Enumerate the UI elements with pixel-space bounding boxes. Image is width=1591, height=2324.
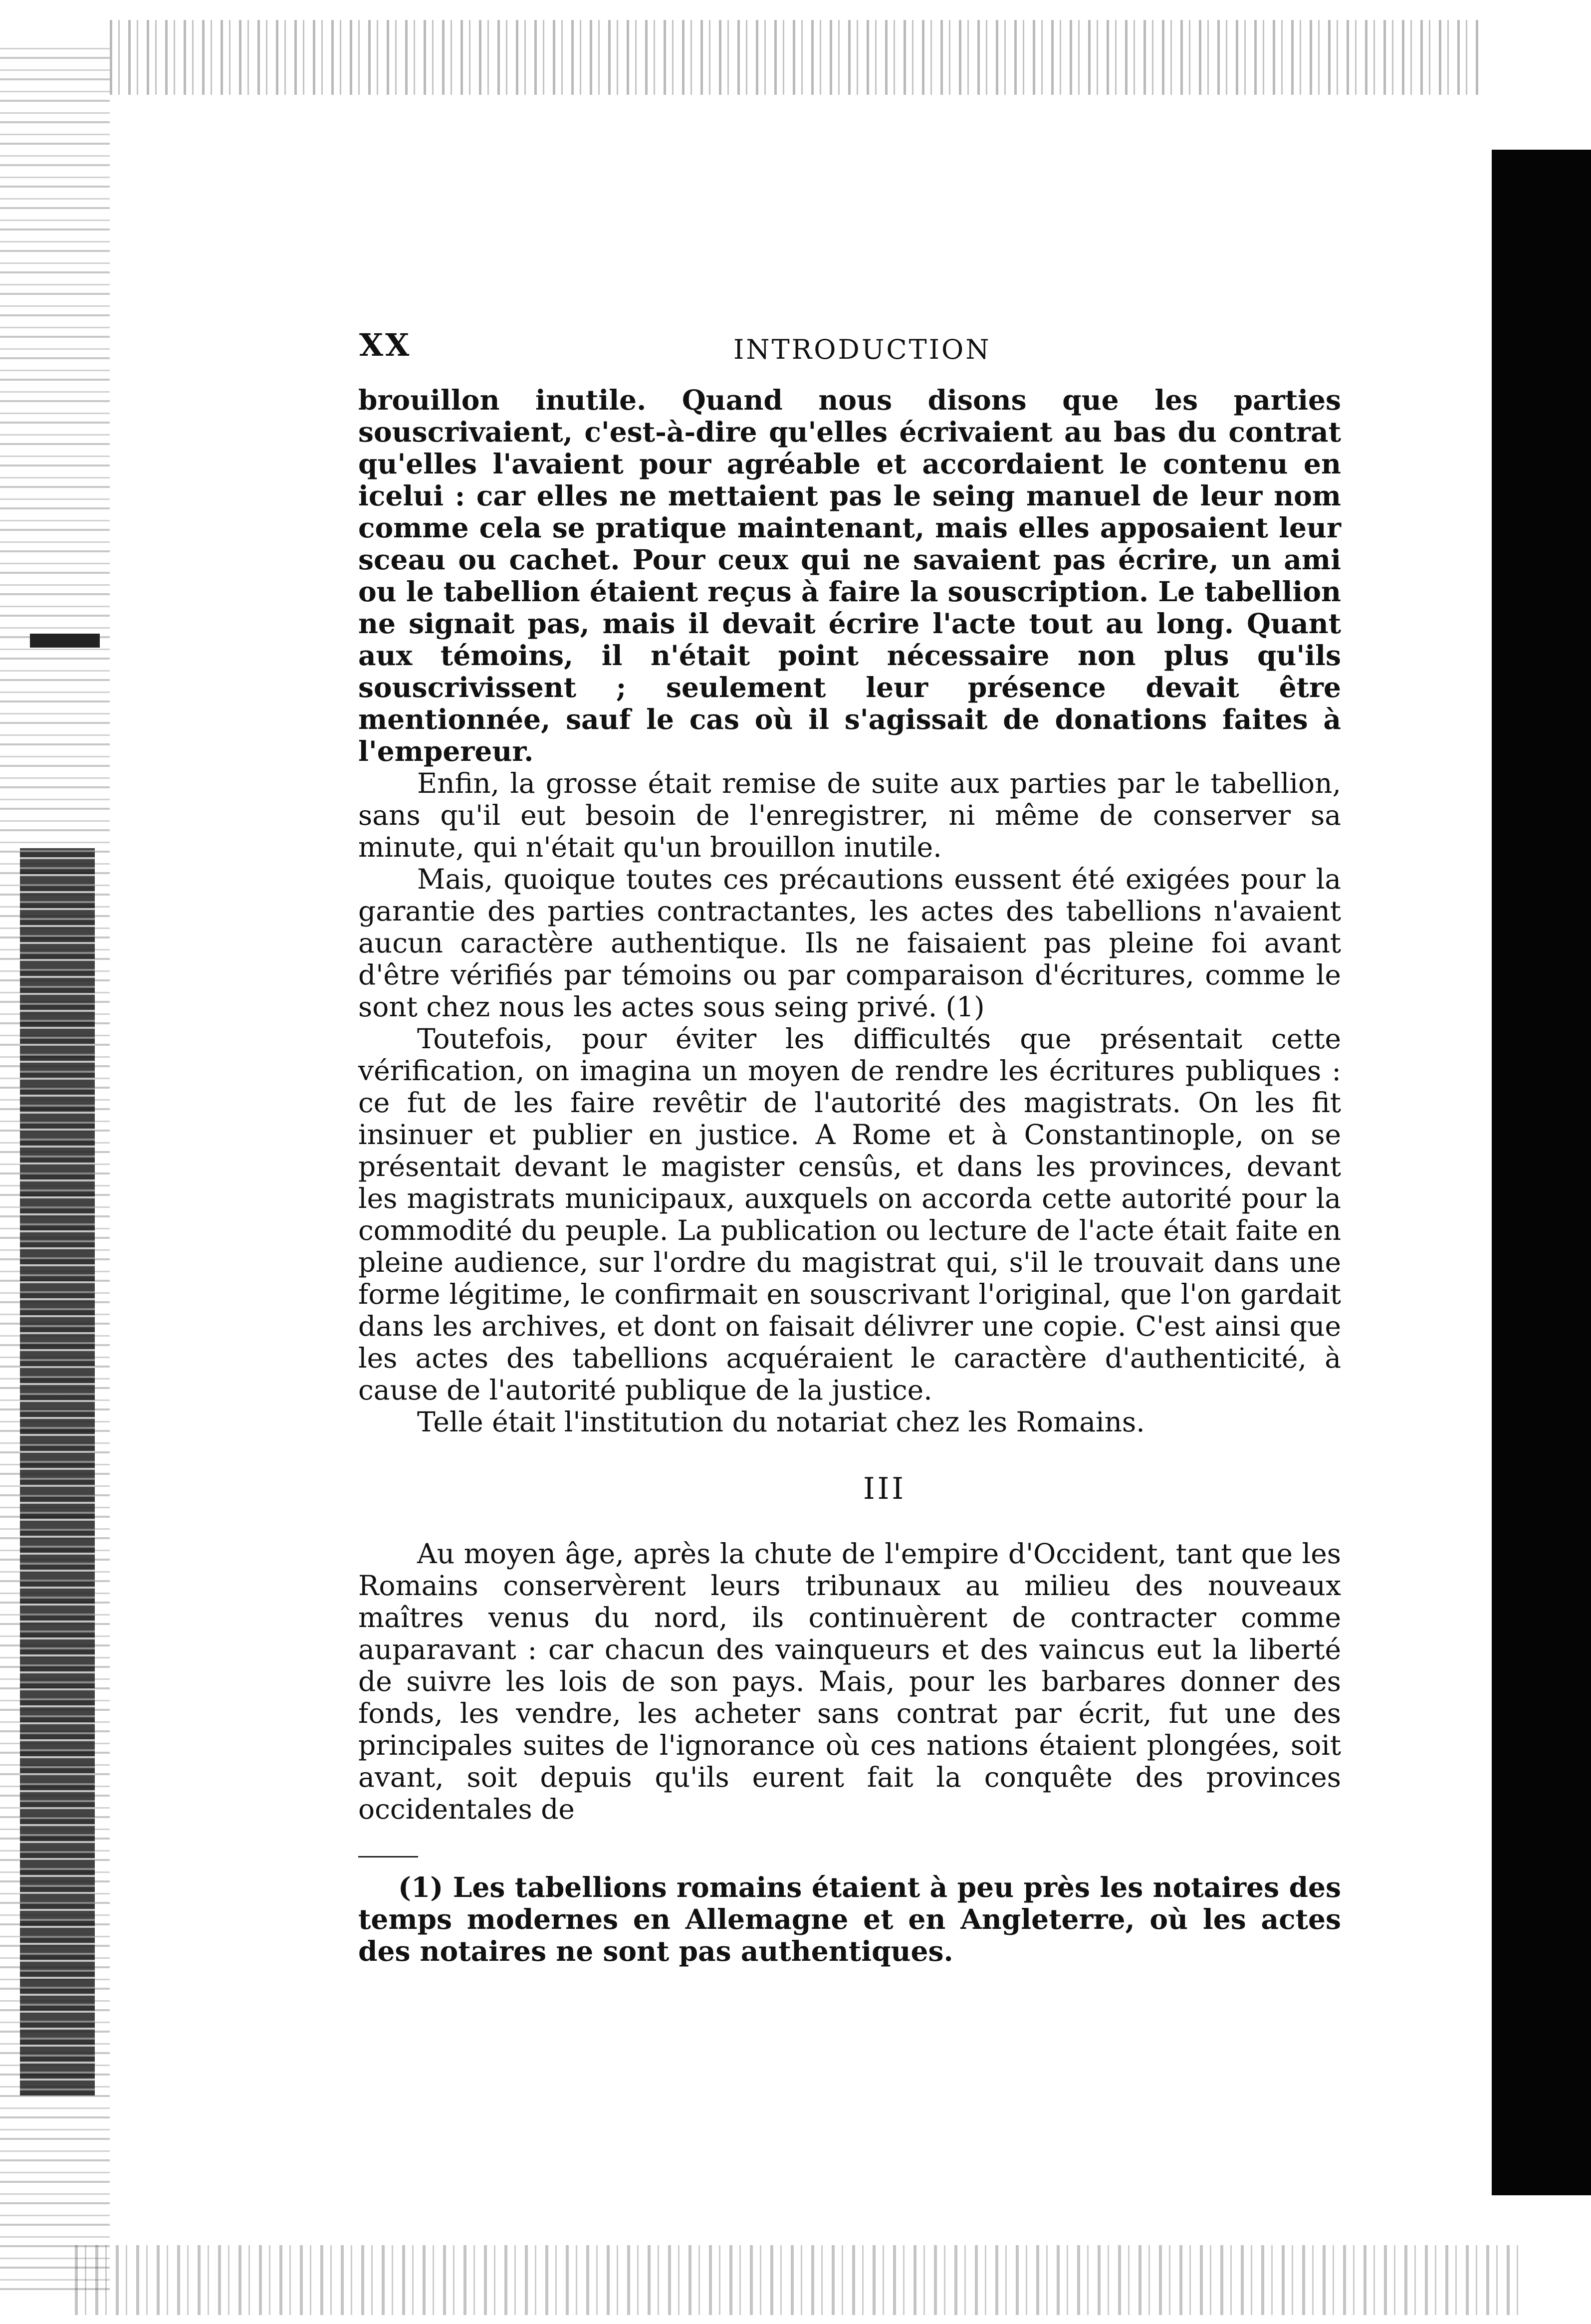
scan-left-mark xyxy=(30,634,100,648)
paragraph: Enfin, la grosse était remise de suite aux parties par le tabellion, sans qu'il eut besoin de l'enregistrer, ni même de conserver sa minute, qui n'était qu'un brouillon inutile. xyxy=(358,767,1341,863)
page-body xyxy=(358,384,1341,1967)
paragraph: Toutefois, pour éviter les difficultés que présentait cette vérification, on imagina un moyen de rendre les écritures publiques : ce fut de les faire revêtir de l'autorité des magistrats. On les fit insinuer et publier en justice. A Rome et à Constantinople, on se présentait devant le magister censûs, et dans les provinces, devant les magistrats municipaux, auxquels on accorda cette autorité pour la commodité du peuple. La publication ou lecture de l'acte était faite en pleine audience, sur l'ordre du magistrat qui, s'il le trouvait dans une forme légitime, le confirmait en souscrivant l'original, que l'on gardait dans les archives, et dont on faisait délivrer une copie. C'est ainsi que les actes des tabellions acquéraient le caractère d'authenticité, à cause de l'autorité publique de la justice. xyxy=(358,1023,1341,1406)
scan-left-binding-shadow xyxy=(20,848,95,2095)
paragraph: Au moyen âge, après la chute de l'empire d'Occident, tant que les Romains conservèrent leurs tribunaux au milieu des nouveaux maîtres venus du nord, ils continuèrent de contracter comme auparavant : car chacun des vainqueurs et des vaincus eut la liberté de suivre les lois de son pays. Mais, pour les barbares donner des fonds, les vendre, les acheter sans contrat par écrit, fut une des principales suites de l'ignorance où ces nations étaient plongées, soit avant, soit depuis qu'ils eurent fait la conquête des provinces occidentales de xyxy=(358,1538,1341,1825)
running-head: INTRODUCTION xyxy=(733,334,991,365)
footnote-divider xyxy=(358,1856,418,1858)
scan-right-black-margin xyxy=(1492,150,1591,2195)
page-number: XX xyxy=(359,327,412,363)
scan-top-edge xyxy=(110,20,1482,95)
page-header xyxy=(359,327,1357,367)
scan-bottom-edge xyxy=(75,2245,1522,2315)
paragraph: brouillon inutile. Quand nous disons que les parties souscrivaient, c'est-à-dire qu'elles écrivaient au bas du contrat qu'elles l'avaient pour agréable et accordaient le contenu en icelui : car elles ne mettaient pas le seing manuel de leur nom comme cela se pratique maintenant, mais elles apposaient leur sceau ou cachet. Pour ceux qui ne savaient pas écrire, un ami ou le tabellion étaient reçus à faire la souscription. Le tabellion ne signait pas, mais il devait écrire l'acte tout au long. Quant aux témoins, il n'était point nécessaire non plus qu'ils souscrivissent ; seulement leur présence devait être mentionnée, sauf le cas où il s'agissait de donations faites à l'empereur. xyxy=(358,384,1341,767)
footnote: (1) Les tabellions romains étaient à peu près les notaires des temps modernes en Allemagne et en Angleterre, où les actes des notaires ne sont pas authentiques. xyxy=(358,1871,1341,1967)
paragraph: Telle était l'institution du notariat chez les Romains. xyxy=(417,1406,1145,1438)
paragraph: Mais, quoique toutes ces précautions eussent été exigées pour la garantie des parties contractantes, les actes des tabellions n'avaient aucun caractère authentique. Ils ne faisaient pas pleine foi avant d'être vérifiés par témoins ou par comparaison d'écritures, comme le sont chez nous les actes sous seing privé. (1) xyxy=(358,863,1341,1023)
section-heading: III xyxy=(863,1471,907,1506)
